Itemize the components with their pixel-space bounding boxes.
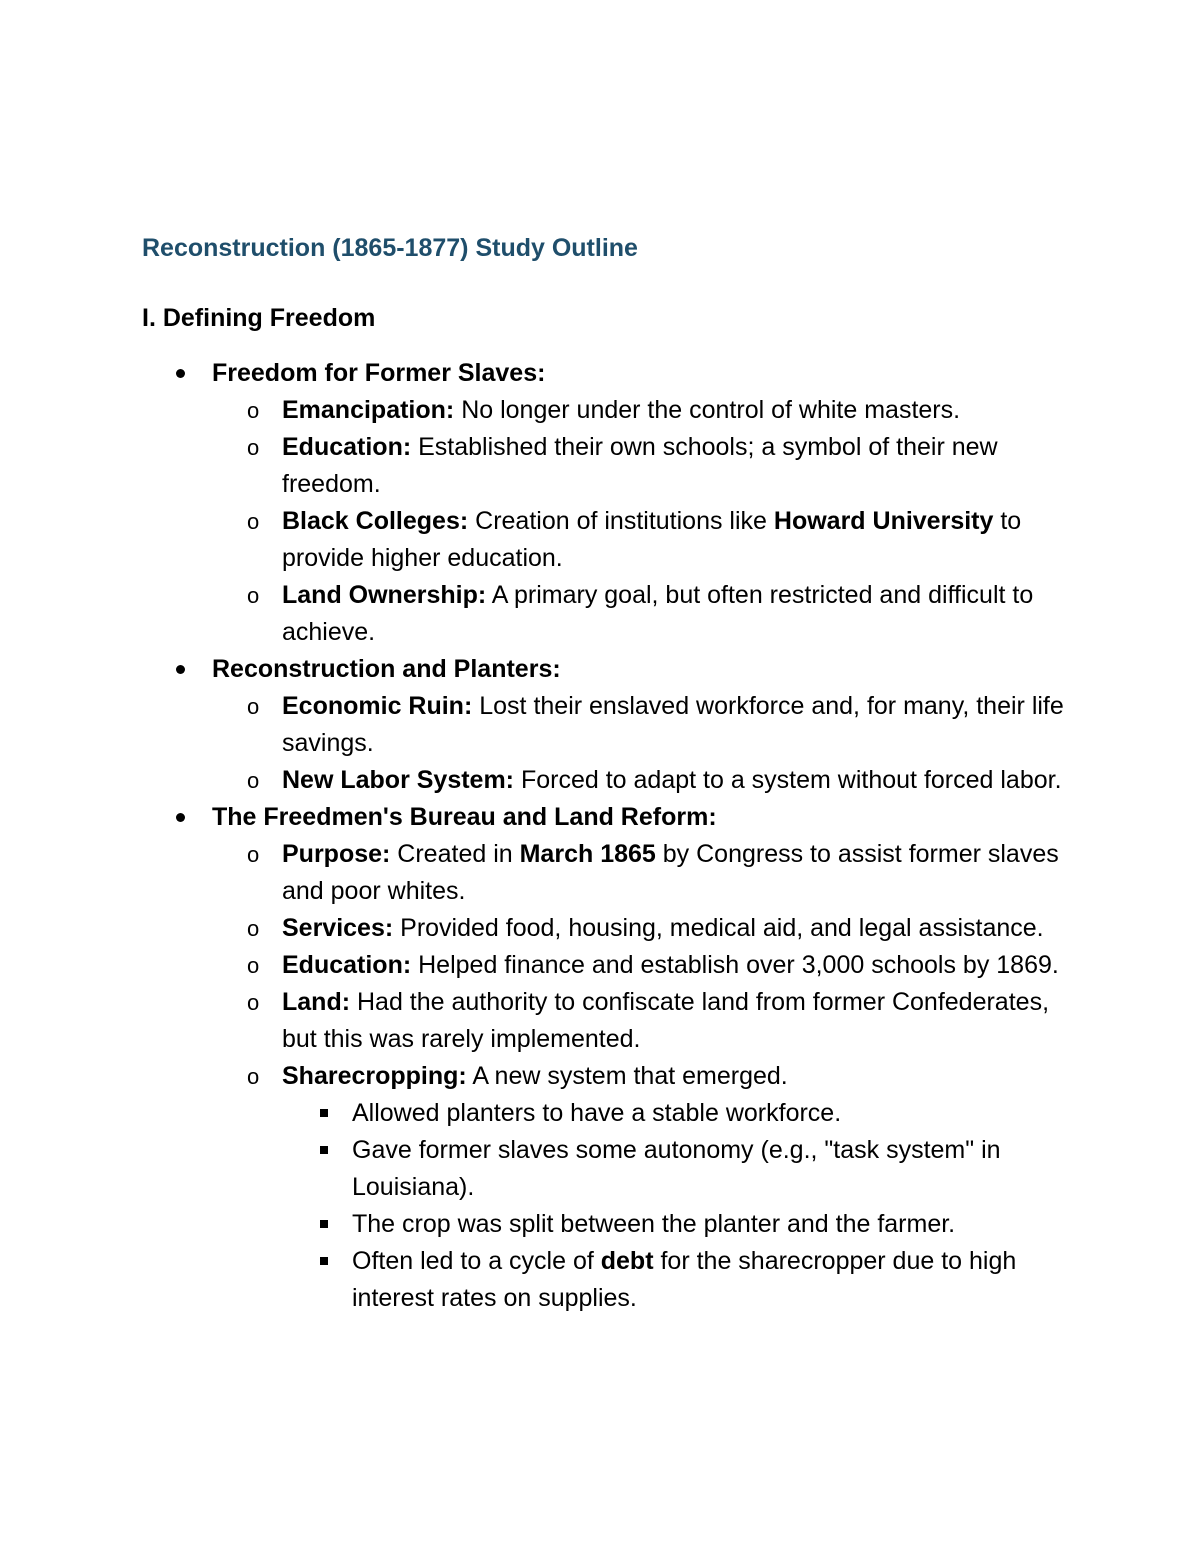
bold-term: Education:	[282, 951, 412, 979]
item-text: by Congress to assist former slaves and poor whites.	[282, 840, 1059, 905]
item-text: Often led to a cycle of	[352, 1247, 601, 1275]
item-text: Established their own schools; a symbol of their new freedom.	[282, 433, 998, 498]
bold-term: Black Colleges:	[282, 507, 469, 535]
item-text: No longer under the control of white masters.	[454, 396, 961, 424]
list-item	[212, 947, 1080, 984]
sub-list-item	[282, 1206, 1080, 1243]
bullet-circle-icon: o	[247, 435, 260, 460]
section-heading: I. Defining Freedom	[142, 304, 376, 332]
list-item	[212, 688, 1080, 762]
bullet-circle-icon: o	[247, 509, 260, 534]
list-item	[212, 503, 1080, 577]
item-text: A new system that emerged.	[466, 1062, 788, 1090]
bullet-square-icon	[320, 1146, 328, 1154]
sub-list-item	[282, 1095, 1080, 1132]
bold-term: New Labor System:	[282, 766, 515, 794]
group-item-list	[212, 836, 1080, 1317]
bold-term: March 1865	[519, 840, 656, 868]
bold-term: Services:	[282, 914, 394, 942]
bullet-circle-icon: o	[247, 953, 260, 978]
group-label: Reconstruction and Planters:	[212, 655, 561, 683]
bold-term: Land Ownership:	[282, 581, 487, 609]
bullet-square-icon	[320, 1257, 328, 1265]
sub-list-item	[282, 1243, 1080, 1317]
list-item	[212, 762, 1080, 799]
bullet-square-icon	[320, 1220, 328, 1228]
bullet-circle-icon: o	[247, 842, 260, 867]
group-item-list	[212, 392, 1080, 651]
bold-term: Purpose:	[282, 840, 391, 868]
sub-item-list	[282, 1095, 1080, 1317]
item-text: Forced to adapt to a system without forced labor.	[514, 766, 1062, 794]
item-text: for the sharecropper due to high interest rates on supplies.	[352, 1247, 1017, 1312]
bullet-circle-icon: o	[247, 694, 260, 719]
bold-term: Emancipation:	[282, 396, 455, 424]
list-item	[212, 429, 1080, 503]
list-item	[212, 836, 1080, 910]
bullet-circle-icon: o	[247, 990, 260, 1015]
list-item	[212, 1058, 1080, 1317]
list-item	[212, 984, 1080, 1058]
bullet-circle-icon: o	[247, 1064, 260, 1089]
outline-list	[142, 355, 1080, 1317]
item-text: Helped finance and establish over 3,000 schools by 1869.	[411, 951, 1059, 979]
bullet-dot-icon	[176, 665, 185, 674]
bullet-dot-icon	[176, 369, 185, 378]
document-title: Reconstruction (1865-1877) Study Outline	[142, 234, 638, 262]
item-text: Lost their enslaved workforce and, for many, their life savings.	[282, 692, 1064, 757]
bullet-dot-icon	[176, 813, 185, 822]
item-text: The crop was split between the planter and the farmer.	[352, 1210, 956, 1238]
bold-term: Land:	[282, 988, 351, 1016]
list-item	[212, 392, 1080, 429]
bold-term: debt	[600, 1247, 654, 1275]
item-text: Allowed planters to have a stable workforce.	[352, 1099, 842, 1127]
item-text: to provide higher education.	[282, 507, 1022, 572]
bullet-circle-icon: o	[247, 916, 260, 941]
item-text: Gave former slaves some autonomy (e.g., "task system" in Louisiana).	[352, 1136, 1001, 1201]
group-label: The Freedmen's Bureau and Land Reform:	[212, 803, 717, 831]
item-text: Provided food, housing, medical aid, and legal assistance.	[393, 914, 1044, 942]
sub-list-item	[282, 1132, 1080, 1206]
item-text: Creation of institutions like	[468, 507, 774, 535]
item-text: Had the authority to confiscate land from former Confederates, but this was rarely implemented.	[282, 988, 1050, 1053]
item-text: Created in	[390, 840, 520, 868]
bold-term: Sharecropping:	[282, 1062, 467, 1090]
item-text: A primary goal, but often restricted and difficult to achieve.	[282, 581, 1034, 646]
bold-term: Education:	[282, 433, 412, 461]
bullet-circle-icon: o	[247, 583, 260, 608]
outline-group	[142, 355, 1080, 651]
outline-group	[142, 799, 1080, 1317]
bold-term: Economic Ruin:	[282, 692, 473, 720]
list-item	[212, 577, 1080, 651]
bullet-circle-icon: o	[247, 398, 260, 423]
list-item	[212, 910, 1080, 947]
group-label: Freedom for Former Slaves:	[212, 359, 546, 387]
group-item-list	[212, 688, 1080, 799]
bullet-square-icon	[320, 1109, 328, 1117]
bullet-circle-icon: o	[247, 768, 260, 793]
bold-term: Howard University	[773, 507, 994, 535]
outline-group	[142, 651, 1080, 799]
